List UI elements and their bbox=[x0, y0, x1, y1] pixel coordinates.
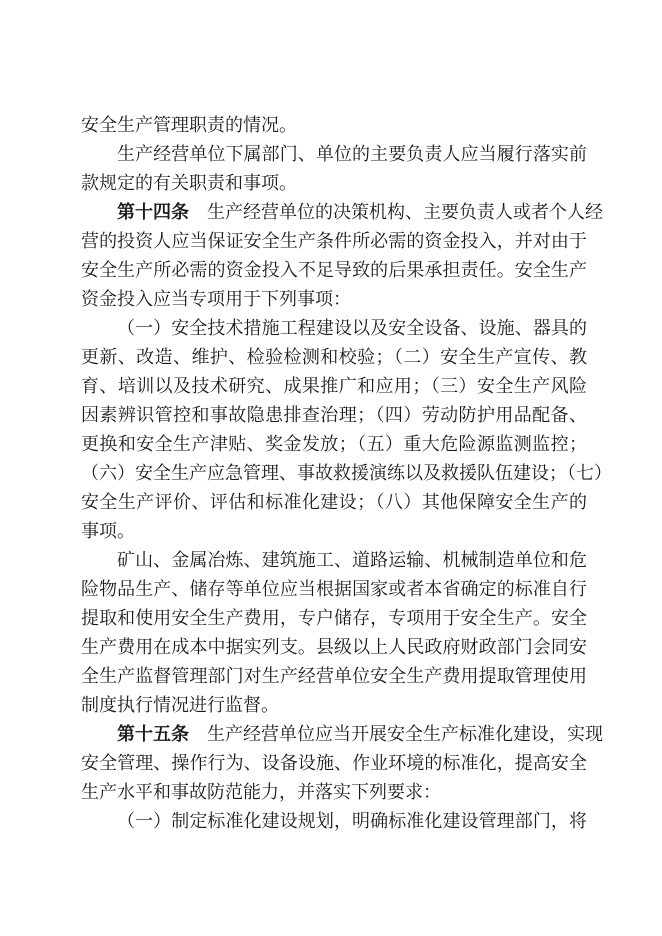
text-line: 款规定的有关职责和事项。 bbox=[81, 173, 297, 194]
text-line bbox=[81, 198, 603, 227]
article-number: 第十五条 bbox=[117, 724, 189, 745]
paragraph bbox=[81, 314, 612, 546]
text-line: 生产费用在成本中据实列支。县级以上人民政府财政部门会同安 bbox=[81, 637, 587, 658]
article-14 bbox=[81, 198, 603, 314]
article-text: 生产经营单位应当开展安全生产标准化建设，实现 bbox=[207, 724, 603, 745]
text-line: 更换和安全生产津贴、奖金发放；（五）重大危险源监测监控； bbox=[81, 434, 587, 455]
text-line: 更新、改造、维护、检验检测和校验；（二）安全生产宣传、教 bbox=[81, 347, 587, 368]
text-line: 生产水平和事故防范能力，并落实下列要求： bbox=[81, 782, 441, 803]
text-line: 险物品生产、储存等单位应当根据国家或者本省确定的标准自行 bbox=[81, 579, 587, 600]
text-line: 生产经营单位下属部门、单位的主要负责人应当履行落实前 bbox=[117, 144, 587, 165]
text-line: 安全管理、操作行为、设备设施、作业环境的标准化，提高安全 bbox=[81, 753, 587, 774]
text-line: （六）安全生产应急管理、事故救援演练以及救援队伍建设；（七） bbox=[81, 463, 612, 484]
text-line bbox=[81, 720, 603, 749]
text-line: 提取和使用安全生产费用，专户储存，专项用于安全生产。安全 bbox=[81, 608, 587, 629]
text-line: 事项。 bbox=[81, 521, 135, 542]
document-body bbox=[81, 111, 612, 836]
text-line: 安全生产管理职责的情况。 bbox=[81, 115, 297, 136]
text-line: 资金投入应当专项用于下列事项： bbox=[81, 289, 351, 310]
text-line: 育、培训以及技术研究、成果推广和应用；（三）安全生产风险 bbox=[81, 376, 587, 397]
article-text: 生产经营单位的决策机构、主要负责人或者个人经 bbox=[207, 202, 603, 223]
paragraph bbox=[81, 807, 587, 836]
article-number: 第十四条 bbox=[117, 202, 189, 223]
text-line: （一）制定标准化建设规划，明确标准化建设管理部门，将 bbox=[117, 811, 587, 832]
text-line: 安全生产所必需的资金投入不足导致的后果承担责任。安全生产 bbox=[81, 260, 587, 281]
text-line: （一）安全技术措施工程建设以及安全设备、设施、器具的 bbox=[117, 318, 587, 339]
text-line: 制度执行情况进行监督。 bbox=[81, 695, 279, 716]
text-line: 营的投资人应当保证安全生产条件所必需的资金投入，并对由于 bbox=[81, 231, 587, 252]
text-line: 安全生产评价、评估和标准化建设；（八）其他保障安全生产的 bbox=[81, 492, 587, 513]
paragraph bbox=[81, 546, 587, 720]
paragraph bbox=[81, 140, 587, 198]
text-line: 因素辨识管控和事故隐患排查治理；（四）劳动防护用品配备、 bbox=[81, 405, 587, 426]
text-line: 全生产监督管理部门对生产经营单位安全生产费用提取管理使用 bbox=[81, 666, 587, 687]
article-15 bbox=[81, 720, 603, 807]
text-line: 矿山、金属冶炼、建筑施工、道路运输、机械制造单位和危 bbox=[117, 550, 587, 571]
paragraph bbox=[81, 111, 587, 140]
